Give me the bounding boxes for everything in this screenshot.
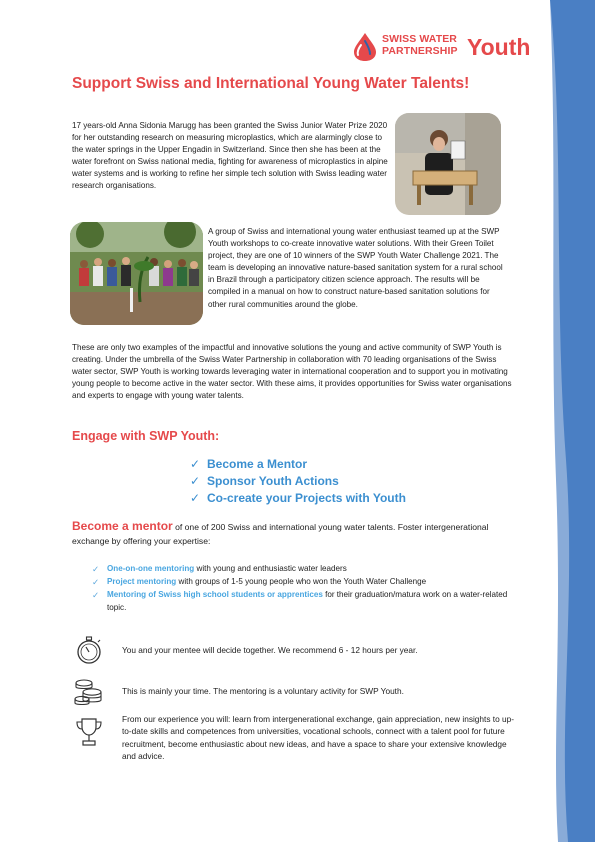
mentor-option-one-on-one <box>92 563 522 575</box>
engage-heading: Engage with SWP Youth: <box>72 429 220 443</box>
mentor-option-text: for their graduation/matura work on a water-related topic. <box>107 590 508 612</box>
check-icon: ✓ <box>190 457 201 471</box>
engage-item-sponsor <box>190 473 406 490</box>
check-icon: ✓ <box>92 564 100 574</box>
brand-youth: Youth <box>467 34 531 60</box>
mentor-options-list <box>92 563 522 615</box>
water-drop-logo-icon <box>352 32 378 62</box>
paragraph-community: These are only two examples of the impactful and innovative solutions the young and active community of SWP Youth is creating. Under the umbrella of the Swiss Water Partnership in collaboration with 70 leading organisations of the Swiss water sector, SWP Youth is working towards leveraging water in international cooperation and to support you in motivating young people to become active in the water sector. With these aims, it provides opportunities for Swiss water organisations and experts to engage with young water talents. <box>72 343 512 401</box>
mentor-intro-text: of one of 200 Swiss and international young water talents. Foster intergenerational exchange by offering your expertise: <box>72 522 489 546</box>
mentor-lead: Become a mentor <box>72 519 173 533</box>
mentor-option-highlight: One-on-one mentoring <box>107 564 195 573</box>
mentor-option-text: with young and enthusiastic water leaders <box>194 564 347 573</box>
check-icon: ✓ <box>92 577 100 588</box>
mentor-option-highlight: Mentoring of Swiss high school students or apprentices <box>107 590 323 600</box>
mentor-option-students <box>92 589 522 613</box>
wave-decoration <box>550 0 595 842</box>
paragraph-anna: 17 years-old Anna Sidonia Marugg has been granted the Swiss Junior Water Prize 2020 for her outstanding research on measuring microplastics, which are alarmingly close to the water springs in the Upper Engadin in Switzerland. Since then she has been at the water forefront on Swiss national media, fighting for awareness of microplastics in alpine water systems and is working to refine her simple tech solution with Swiss leading water research organisations. <box>72 121 388 191</box>
mentor-option-project <box>92 576 522 588</box>
trophy-icon <box>72 715 106 749</box>
mentor-option-highlight: Project mentoring <box>107 577 177 587</box>
mentor-option-text: with groups of 1-5 young people who won the Youth Water Challenge <box>176 577 427 587</box>
info-row-time: You and your mentee will decide together. We recommend 6 - 12 hours per year. <box>122 645 418 655</box>
mentor-intro <box>72 519 522 548</box>
page-title: Support Swiss and International Young Water Talents! <box>72 75 470 92</box>
swp-youth-logo <box>352 30 542 64</box>
info-row-benefits: From our experience you will: learn from intergenerational exchange, gain appreciation, new insights to up-to-date skills and competences from universities, vocational schools, connect with a talent pool for future recruitment, become enthusiastic about new ideas, and have a space to share your extensive knowledge and advice. <box>122 714 515 762</box>
check-icon: ✓ <box>92 590 100 601</box>
stopwatch-icon <box>72 633 106 667</box>
engage-item-cocreate <box>190 490 406 507</box>
engage-item-label: Co-create your Projects with Youth <box>207 491 406 505</box>
check-icon: ✓ <box>190 491 201 505</box>
check-icon: ✓ <box>190 474 201 488</box>
engage-item-label: Sponsor Youth Actions <box>207 474 339 488</box>
info-row-cost: This is mainly your time. The mentoring is a voluntary activity for SWP Youth. <box>122 686 404 696</box>
paragraph-green-toilet: A group of Swiss and international young water enthusiast teamed up at the SWP Youth workshops to co-create innovative water solutions. With their Green Toilet project, they are one of 10 winners of the SWP Youth Water Challenge 2021. The team is developing an innovative nature-based sanitation system for a rural school in Brazil through a participatory citizen science approach. The results will be compiled in a manual on how to construct nature-based sanitation solutions for other rural communities around the globe. <box>208 227 503 309</box>
photo-green-toilet-team <box>70 222 203 325</box>
brand-line-2: PARTNERSHIP <box>382 45 458 57</box>
photo-anna-prize <box>395 113 501 215</box>
engage-item-label: Become a Mentor <box>207 457 308 471</box>
side-decor-band <box>550 0 595 842</box>
coins-icon <box>72 674 106 708</box>
brand-line-1: SWISS WATER <box>382 33 457 45</box>
engage-item-mentor <box>190 456 406 473</box>
engage-list <box>190 456 406 507</box>
